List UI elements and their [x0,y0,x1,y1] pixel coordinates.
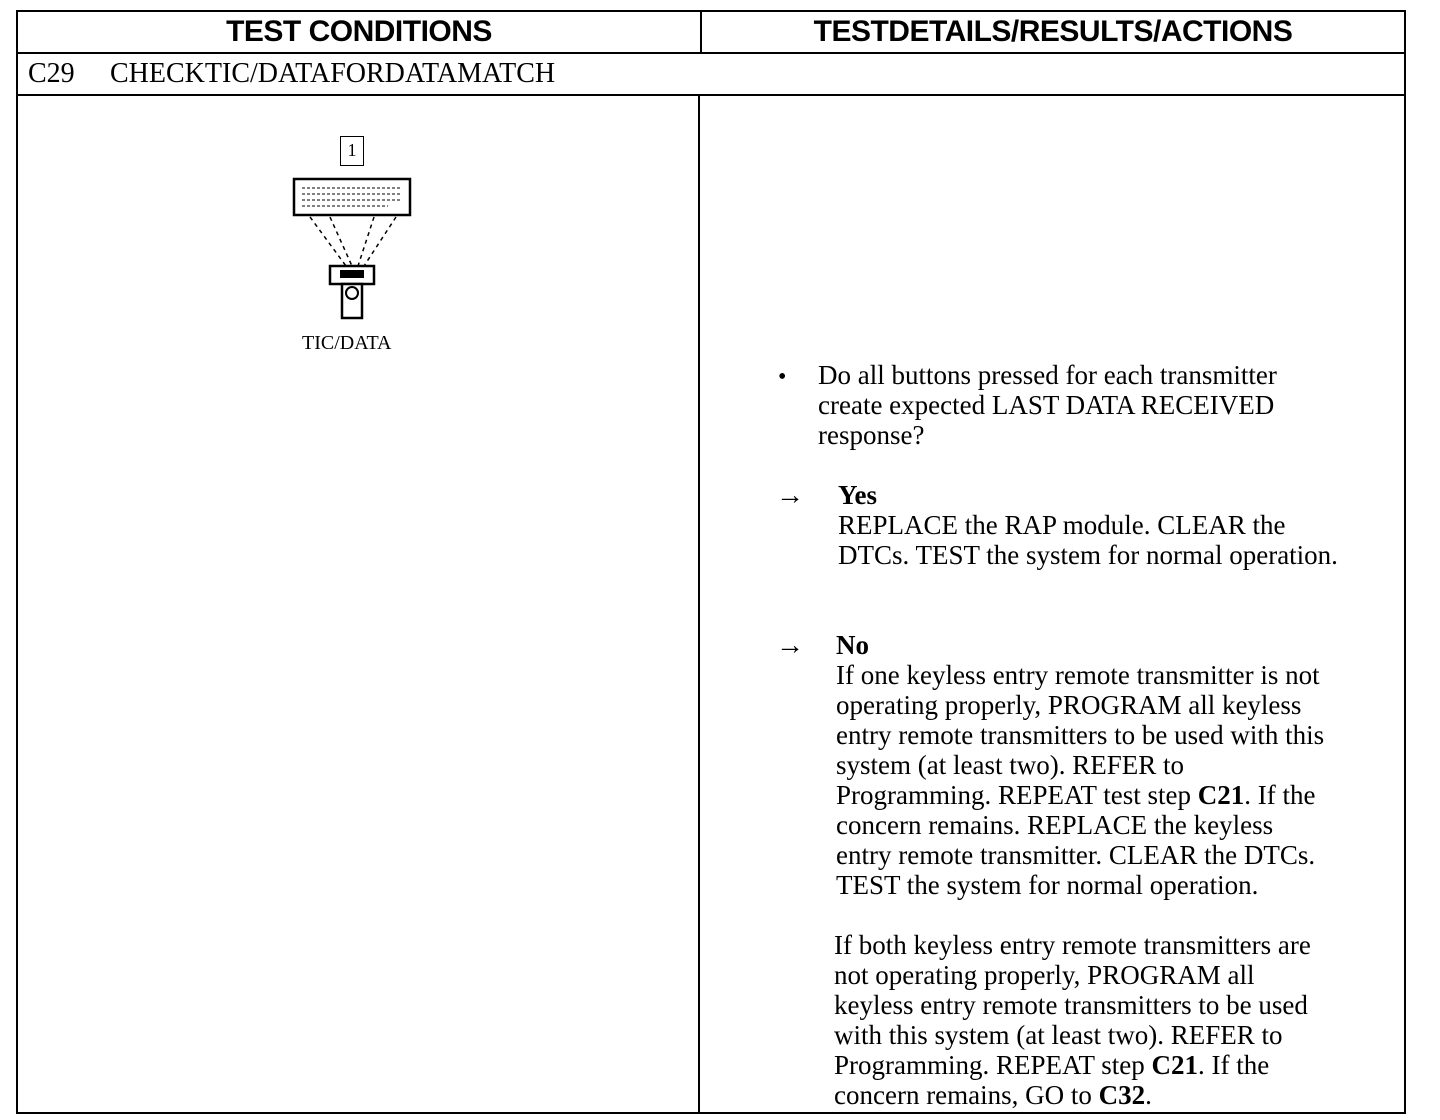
test-details-cell [702,96,1404,1114]
no-action-line: not operating properly, PROGRAM all [834,960,1255,990]
table-header-row [18,12,1404,54]
question-line: create expected LAST DATA RECEIVED [818,390,1275,420]
no-action-line [834,1080,1152,1110]
question-bullet: • [778,364,787,390]
text-run: Programming. REPEAT step [834,1050,1152,1080]
text-run: . If the [1244,780,1316,810]
no-action-line: entry remote transmitter. CLEAR the DTCs. [836,840,1316,870]
tester-connection-icon [288,176,418,326]
no-action-line: system (at least two). REFER to [836,750,1184,780]
header-test-details: TESTDETAILS/RESULTS/ACTIONS [813,15,1293,48]
no-arrow-icon: → [776,630,804,661]
text-run: concern remains, GO to [834,1080,1099,1110]
text-run: . [1145,1080,1152,1110]
step-title-row [18,54,1404,96]
no-action-line: TEST the system for normal operation. [836,870,1259,900]
test-step-table [16,10,1406,1114]
step-reference: C32 [1098,1080,1146,1110]
text-run: . If the [1198,1050,1270,1080]
tester-label: TIC/DATA [302,332,392,354]
no-action-line: If both keyless entry remote transmitters are [834,930,1311,960]
yes-action-line: DTCs. TEST the system for normal operation. [838,540,1338,570]
question-line: response? [818,420,925,450]
no-action-line: concern remains. REPLACE the keyless [836,810,1274,840]
text-run: Programming. REPEAT test step [836,780,1198,810]
no-action-line: with this system (at least two). REFER to [834,1020,1283,1050]
header-test-conditions: TEST CONDITIONS [18,12,702,52]
yes-arrow-icon: → [776,480,804,511]
yes-action-line: REPLACE the RAP module. CLEAR the [838,510,1286,540]
no-action-line: operating properly, PROGRAM all keyless [836,690,1302,720]
test-conditions-cell [18,96,700,1114]
no-action-line: If one keyless entry remote transmitter is not [836,660,1320,690]
no-label: No [836,630,869,660]
step-title: CHECKTIC/DATAFORDATAMATCH [110,58,556,89]
yes-label: Yes [838,480,877,510]
no-action-line: keyless entry remote transmitters to be used [834,990,1308,1020]
no-action-line [834,1050,1269,1080]
step-reference: C21 [1197,780,1245,810]
no-action-line [836,780,1315,810]
step-code: C29 [28,58,75,89]
step-number-box: 1 [340,136,364,166]
step-reference: C21 [1151,1050,1199,1080]
no-action-line: entry remote transmitters to be used with this [836,720,1325,750]
question-line: Do all buttons pressed for each transmitter [818,360,1277,390]
